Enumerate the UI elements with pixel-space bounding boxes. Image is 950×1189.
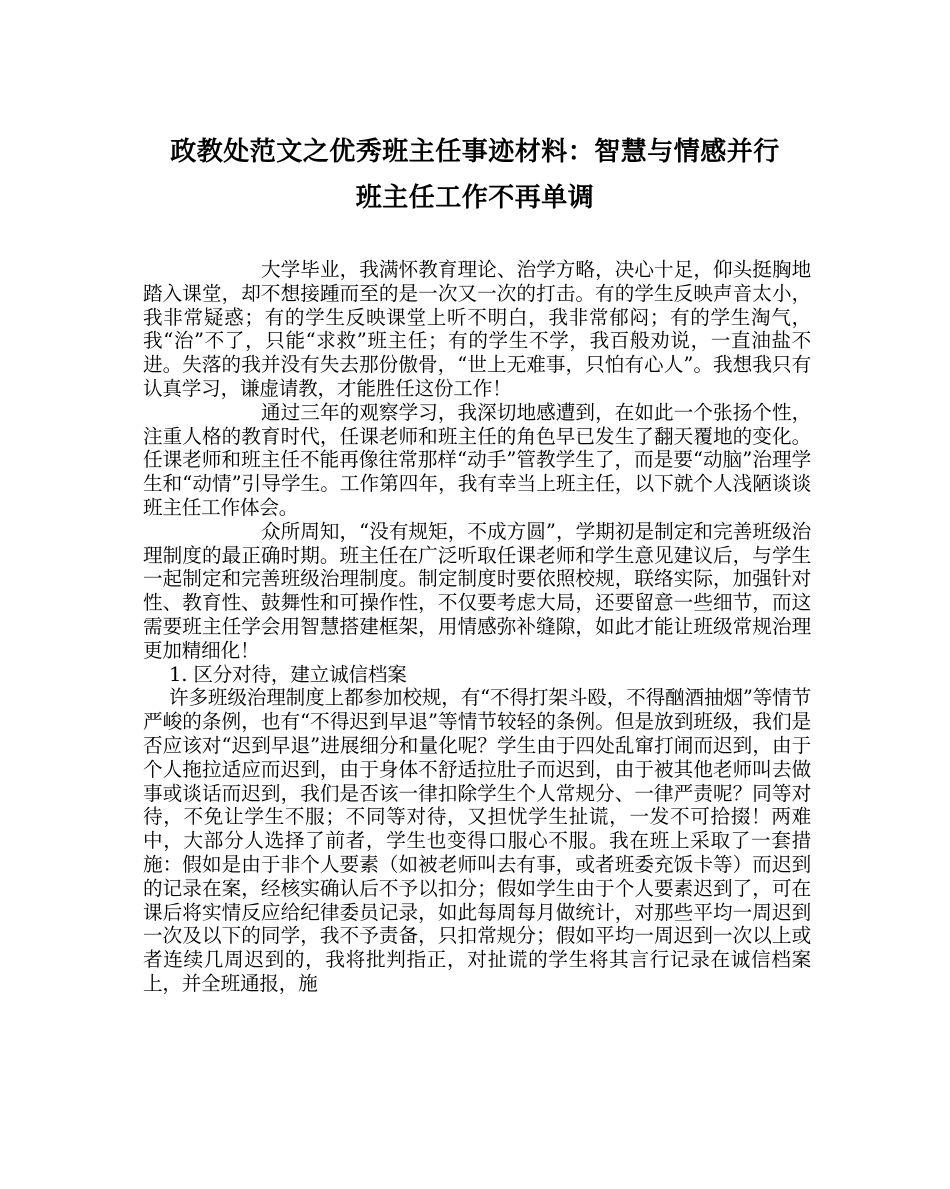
paragraph-4: 许多班级治理制度上都参加校规，有“不得打架斗殴，不得酗酒抽烟”等情节严峻的条例，也有“不得迟到早退”等情节较轻的条例。但是放到班级，我们是否应该对“迟到早退”进展细分和量化呢？学生由于四处乱窜打闹而迟到，由于个人拖拉适应而迟到，由于身体不舒适拉肚子而迟到，由于被其他老师叫去做事或谈话而迟到，我们是否该一律扣除学生个人常规分、一律严责呢？同等对待，不免让学生不服；不同等对待，又担忧学生扯谎，一发不可拾掇！两难中，大部分人选择了前者，学生也变得口服心不服。我在班上采取了一套措施：假如是由于非个人要素（如被老师叫去有事，或者班委充饭卡等）而迟到的记录在案，经核实确认后不予以扣分；假如学生由于个人要素迟到了，可在课后将实情反应给纪律委员记录，如此每周每月做统计，对那些平均一周迟到一次及以下的同学，我不予责备，只扣常规分；假如平均一周迟到一次以上或者连续几周迟到的，我将批判指正，对扯谎的学生将其言行记录在诚信档案上，并全班通报，施 [143, 686, 811, 995]
paragraph-1: 大学毕业，我满怀教育理论、治学方略，决心十足，仰头挺胸地踏入课堂，却不想接踵而至的是一次又一次的打击。有的学生反映声音太小，我非常疑惑；有的学生反映课堂上听不明白，我非常郁闷；有的学生淘气，我“治”不了，只能“求救”班主任；有的学生不学，我百般劝说，一直油盐不进。失落的我并没有失去那份傲骨，“世上无难事，只怕有心人”。我想我只有认真学习，谦虚请教，才能胜任这份工作！ [143, 258, 811, 400]
document-title-line-1: 政教处范文之优秀班主任事迹材料：智慧与情感并行 [170, 137, 780, 167]
paragraph-3: 众所周知，“没有规矩，不成方圆”，学期初是制定和完善班级治理制度的最正确时期。班主任在广泛听取任课老师和学生意见建议后，与学生一起制定和完善班级治理制度。制定制度时要依照校规，联络实际，加强针对性、教育性、鼓舞性和可操作性，不仅要考虑大局，还要留意一些细节，而这需要班主任学会用智慧搭建框架，用情感弥补缝隙，如此才能让班级常规治理更加精细化！ [143, 519, 811, 662]
section-heading-1: 1. 区分对待，建立诚信档案 [169, 662, 407, 686]
paragraph-2: 通过三年的观察学习，我深切地感遭到，在如此一个张扬个性，注重人格的教育时代，任课老师和班主任的角色早已发生了翻天覆地的变化。任课老师和班主任不能再像往常那样“动手”管教学生了，而是要“动脑”治理学生和“动情”引导学生。工作第四年，我有幸当上班主任，以下就个人浅陋谈谈班主任工作体会。 [143, 400, 811, 519]
document-body [143, 258, 811, 996]
document-title-line-2: 班主任工作不再单调 [355, 183, 595, 213]
